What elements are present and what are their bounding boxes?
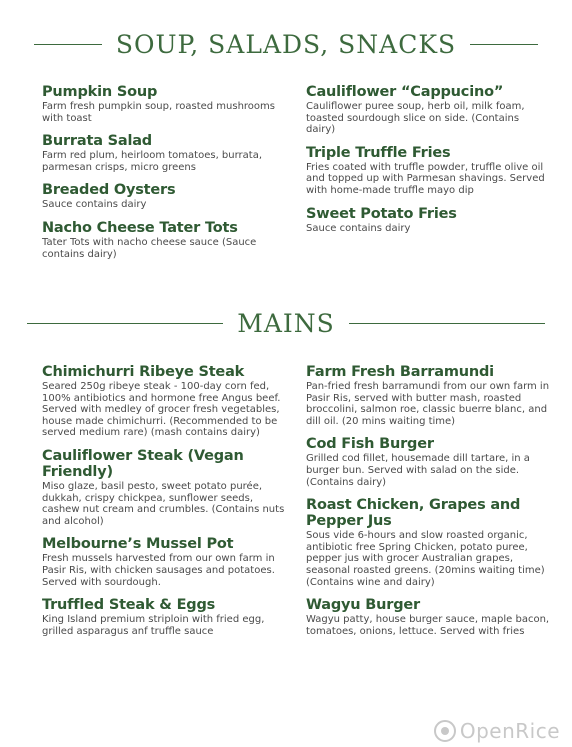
- menu-item: [42, 536, 287, 588]
- menu-item-description: Miso glaze, basil pesto, sweet potato purée, dukkah, crispy chickpea, sunflower seeds, cashew nut cream and crumbles. (Contains nuts and alcohol): [42, 480, 285, 527]
- mains-left-column: [42, 364, 287, 646]
- menu-item-name: Sweet Potato Fries: [306, 205, 457, 222]
- openrice-logo-icon: [434, 720, 456, 742]
- menu-item: [306, 364, 551, 427]
- section-title-soups: SOUP, SALADS, SNACKS: [115, 30, 457, 59]
- menu-item-description: Farm red plum, heirloom tomatoes, burrata, parmesan crisps, micro greens: [42, 150, 263, 173]
- openrice-watermark: [434, 719, 560, 743]
- menu-item-description: Seared 250g ribeye steak - 100-day corn fed, 100% antibiotics and hormone free Angus beef. Served with medley of grocer fresh vegetables, house made chimichurri. (Recommended to be served medium rare) (mash contains dairy): [42, 381, 281, 439]
- menu-item-description: Sous vide 6-hours and slow roasted organic, antibiotic free Spring Chicken, potato puree, pepper jus with grocer Australian grapes, seasonal roasted greens. (20mins waiting time) (Contains wine and dairy): [306, 530, 545, 588]
- menu-item: [306, 145, 551, 197]
- menu-item-name: Farm Fresh Barramundi: [306, 364, 494, 380]
- menu-item-name: Melbourne’s Mussel Pot: [42, 536, 234, 553]
- header-rule-right: [470, 44, 538, 45]
- mains-right-column: [306, 364, 551, 646]
- section-title-mains: MAINS: [237, 309, 335, 338]
- menu-item-name: Breaded Oysters: [42, 182, 176, 199]
- menu-item-description: Fries coated with truffle powder, truffle olive oil and topped up with Parmesan shavings. Served with home-made truffle mayo dip: [306, 161, 545, 196]
- menu-item-description: Wagyu patty, house burger sauce, maple bacon, tomatoes, onions, lettuce. Served with fries: [306, 614, 550, 637]
- header-rule-left: [34, 44, 102, 45]
- menu-item-name: Cauliflower “Cappucino”: [306, 84, 504, 100]
- soups-left-column: [42, 84, 287, 269]
- menu-item-name: Nacho Cheese Tater Tots: [42, 219, 238, 236]
- menu-item-description: Farm fresh pumpkin soup, roasted mushrooms with toast: [42, 101, 275, 124]
- menu-item-name: Roast Chicken, Grapes and Pepper Jus: [306, 497, 521, 530]
- section-header-mains: [0, 309, 572, 338]
- menu-item: [42, 220, 287, 260]
- menu-item-description: Tater Tots with nacho cheese sauce (Sauce contains dairy): [42, 236, 257, 260]
- menu-item: [42, 133, 287, 173]
- menu-item-name: Chimichurri Ribeye Steak: [42, 364, 245, 380]
- menu-item: [42, 448, 287, 527]
- header-rule-right: [349, 323, 545, 324]
- menu-item-description: Cauliflower puree soup, herb oil, milk foam, toasted sourdough slice on side. (Contains dairy): [306, 101, 525, 136]
- menu-item: [306, 84, 551, 136]
- menu-item-description: King Island premium striploin with fried egg, grilled asparagus anf truffle sauce: [42, 614, 265, 637]
- watermark-text: OpenRice: [459, 719, 560, 743]
- menu-item-name: Cod Fish Burger: [306, 436, 434, 453]
- soups-right-column: [306, 84, 551, 243]
- menu-item-description: Grilled cod fillet, housemade dill tartare, in a burger bun. Served with salad on the side. (Contains dairy): [306, 453, 530, 488]
- menu-item-description: Fresh mussels harvested from our own farm in Pasir Ris, with chicken sausages and potatoes. Served with sourdough.: [42, 553, 275, 588]
- menu-item: [42, 182, 287, 211]
- menu-item-name: Wagyu Burger: [306, 597, 420, 614]
- menu-item-name: Burrata Salad: [42, 133, 152, 150]
- menu-item: [306, 597, 551, 637]
- menu-item-description: Sauce contains dairy: [306, 222, 411, 234]
- menu-item-name: Pumpkin Soup: [42, 84, 158, 100]
- menu-item: [306, 206, 551, 235]
- menu-item: [42, 364, 287, 439]
- menu-item-description: Pan-fried fresh barramundi from our own farm in Pasir Ris, served with butter mash, roasted broccolini, salmon roe, classic buerre blanc, and dill oil. (20 mins waiting time): [306, 381, 550, 427]
- menu-item-name: Triple Truffle Fries: [306, 144, 451, 161]
- menu-item: [42, 84, 287, 124]
- header-rule-left: [27, 323, 223, 324]
- section-header-soups: [0, 30, 572, 59]
- menu-item-name: Truffled Steak & Eggs: [42, 597, 216, 614]
- menu-item: [306, 436, 551, 488]
- menu-item-name: Cauliflower Steak (Vegan Friendly): [42, 447, 244, 480]
- menu-item-description: Sauce contains dairy: [42, 199, 147, 211]
- menu-item: [42, 597, 287, 637]
- menu-item: [306, 497, 551, 588]
